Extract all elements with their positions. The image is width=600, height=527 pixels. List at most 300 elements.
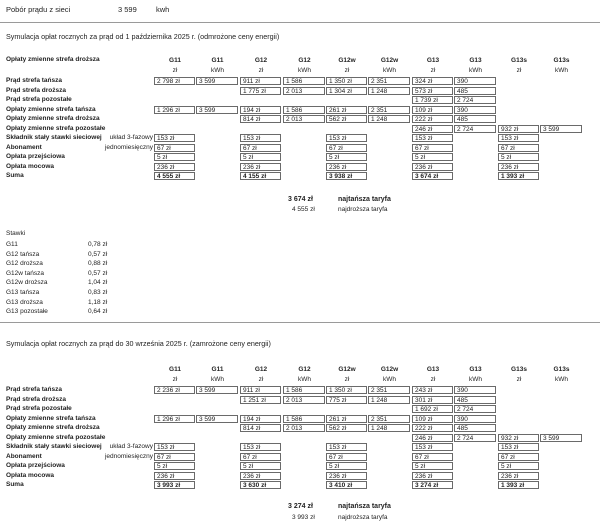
divider-middle bbox=[0, 322, 600, 323]
section1-cell: 3 599 bbox=[196, 106, 238, 114]
section1-cell bbox=[368, 153, 412, 161]
section1-row-7 bbox=[0, 144, 600, 152]
section1-cell bbox=[540, 115, 584, 123]
section2-cell: 243 zł bbox=[412, 386, 453, 394]
section2-cell bbox=[540, 472, 584, 480]
top-usage-value: 3 599 bbox=[118, 5, 137, 14]
section2-cell bbox=[283, 453, 327, 461]
section1-col-header-1: G11 bbox=[211, 57, 224, 64]
section1-cell: 246 zł bbox=[412, 125, 453, 133]
section2-col-unit-5: kWh bbox=[383, 375, 396, 383]
section1-col-unit-3: kWh bbox=[298, 66, 311, 74]
section2-cell bbox=[283, 481, 327, 489]
section1-cell: 109 zł bbox=[412, 106, 453, 114]
section2-row-label: Składnik stały stawki sieciowej bbox=[6, 443, 102, 450]
section2-row-label: Opłaty zmienne strefa tańsza bbox=[6, 414, 96, 422]
section2-cell: 153 zł bbox=[412, 443, 453, 451]
section1-col-header-8: G13s bbox=[511, 57, 527, 64]
section2-row-label: Prąd strefa pozostałe bbox=[6, 405, 72, 412]
section2-row-label: Abonament bbox=[6, 452, 42, 460]
section2-cell: 1 251 zł bbox=[240, 396, 281, 404]
section1-cell: 153 zł bbox=[498, 134, 539, 142]
section2-cell: 3 410 zł bbox=[326, 481, 367, 489]
section1-row-label: Opłaty zmienne strefa pozostałe bbox=[6, 124, 106, 132]
section1-cell bbox=[368, 125, 412, 133]
section2-cell bbox=[498, 415, 541, 423]
section2-row-sublabel: jednomiesięczny bbox=[104, 452, 153, 460]
section1-cell: 2 724 bbox=[454, 96, 496, 104]
section2-cell: 5 zł bbox=[412, 462, 453, 470]
section1-cell bbox=[540, 96, 584, 104]
section2-cell: 485 bbox=[454, 396, 496, 404]
section2-row-4 bbox=[0, 424, 600, 432]
section1-col-header-2: G12 bbox=[254, 57, 268, 64]
section1-cell: 194 zł bbox=[240, 106, 281, 114]
section1-expensive-label: najdroższa taryfa bbox=[338, 206, 388, 213]
section1-cell: 3 599 bbox=[540, 125, 582, 133]
section2-cell: 153 zł bbox=[498, 443, 539, 451]
section2-cell bbox=[454, 453, 498, 461]
section1-cell bbox=[498, 96, 541, 104]
section2-row-label: Prąd strefa tańsza bbox=[6, 386, 62, 393]
section1-cell bbox=[368, 172, 412, 180]
section1-cell bbox=[283, 153, 327, 161]
section2-cell: 5 zł bbox=[240, 462, 281, 470]
section1-cell bbox=[540, 77, 584, 85]
section2-row-label: Suma bbox=[6, 481, 24, 488]
section2-unit-row bbox=[0, 376, 600, 384]
section2-row-3 bbox=[0, 415, 600, 423]
section2-row-10 bbox=[0, 481, 600, 489]
section2-expensive-value: 3 993 zł bbox=[292, 514, 315, 521]
section1-cell bbox=[368, 163, 412, 171]
section1-cell bbox=[154, 125, 197, 133]
section1-cell: 5 zł bbox=[154, 153, 195, 161]
section1-cell: 5 zł bbox=[240, 153, 281, 161]
section1-row-label: Prąd strefa pozostałe bbox=[6, 96, 72, 103]
section2-row-label: Opłata przejściowa bbox=[6, 462, 65, 469]
section2-cell: 3 599 bbox=[196, 415, 238, 423]
section1-cell: 153 zł bbox=[326, 134, 367, 142]
section1-cell bbox=[240, 96, 283, 104]
section2-cell: 2 724 bbox=[454, 405, 496, 413]
section1-col-unit-2: zł bbox=[258, 66, 264, 74]
section1-cell: 2 013 bbox=[283, 87, 325, 95]
section2-cell: 1 350 zł bbox=[326, 386, 367, 394]
section2-cell: 485 bbox=[454, 424, 496, 432]
section2-cell: 1 248 bbox=[368, 424, 410, 432]
section2-cell bbox=[368, 453, 412, 461]
section2-col-unit-9: kWh bbox=[555, 375, 568, 383]
section1-cell: 324 zł bbox=[412, 77, 453, 85]
section1-row-label: Opłata mocowa bbox=[6, 162, 55, 170]
section2-cell: 1 692 zł bbox=[412, 405, 453, 413]
section2-col-unit-3: kWh bbox=[298, 375, 311, 383]
section2-cell: 1 296 zł bbox=[154, 415, 195, 423]
rate-value: 0,88 zł bbox=[88, 260, 108, 268]
section2-row-1 bbox=[0, 396, 600, 404]
section1-col-unit-0: zł bbox=[172, 66, 178, 74]
section1-cell bbox=[326, 96, 369, 104]
section2-cell: 5 zł bbox=[498, 462, 539, 470]
section2-cell bbox=[196, 481, 240, 489]
section1-cell bbox=[154, 87, 197, 95]
section1-row-6 bbox=[0, 134, 600, 142]
section1-cell bbox=[454, 134, 498, 142]
section1-cell bbox=[454, 172, 498, 180]
section2-cell: 67 zł bbox=[412, 453, 453, 461]
section2-col-header-7: G13 bbox=[469, 366, 482, 373]
section1-row-9 bbox=[0, 163, 600, 171]
section1-cell: 153 zł bbox=[154, 134, 195, 142]
section2-cell bbox=[368, 481, 412, 489]
section2-col-unit-1: kWh bbox=[211, 375, 224, 383]
section1-cell: 67 zł bbox=[412, 144, 453, 152]
section2-col-header-4: G12w bbox=[338, 366, 356, 373]
section1-row-label: Opłaty zmienne strefa tańsza bbox=[6, 105, 96, 113]
section1-col-header-0: G11 bbox=[169, 57, 181, 64]
section2-cell: 1 393 zł bbox=[498, 481, 539, 489]
section2-cell: 67 zł bbox=[154, 453, 195, 461]
section2-cell bbox=[283, 443, 327, 451]
section1-cell bbox=[368, 134, 412, 142]
rate-value: 1,04 zł bbox=[88, 279, 108, 287]
section1-cell: 485 bbox=[454, 87, 496, 95]
section1-cell: 153 zł bbox=[240, 134, 281, 142]
section2-header-row bbox=[0, 366, 600, 374]
section2-cell: 562 zł bbox=[326, 424, 367, 432]
section1-cell: 2 351 bbox=[368, 77, 410, 85]
section1-cell: 1 393 zł bbox=[498, 172, 539, 180]
section2-cell: 67 zł bbox=[498, 453, 539, 461]
section1-cheapest-value: 3 674 zł bbox=[288, 196, 313, 203]
section2-cell: 2 724 bbox=[454, 434, 496, 442]
section1-cell bbox=[540, 106, 584, 114]
section2-cell: 2 013 bbox=[283, 396, 325, 404]
section2-row-label: Prąd strefa droższa bbox=[6, 395, 66, 403]
section1-cell: 222 zł bbox=[412, 115, 453, 123]
section1-cell bbox=[454, 153, 498, 161]
section1-cell: 1 586 bbox=[283, 77, 325, 85]
section1-unit-row bbox=[0, 67, 600, 75]
section2-title: Symulacja opłat rocznych za prąd do 30 września 2025 r. (zamrożone ceny energii) bbox=[6, 339, 271, 348]
section1-cell: 911 zł bbox=[240, 77, 281, 85]
section1-cell: 236 zł bbox=[154, 163, 195, 171]
section1-row-sublabel: układ 3-fazowy bbox=[109, 134, 153, 141]
section1-cell: 5 zł bbox=[412, 153, 453, 161]
section2-cell: 390 bbox=[454, 386, 496, 394]
section2-col-header-8: G13s bbox=[511, 366, 527, 373]
section2-cell bbox=[326, 434, 369, 442]
section1-cell bbox=[283, 163, 327, 171]
section1-cell: 2 798 zł bbox=[154, 77, 195, 85]
section2-cell: 153 zł bbox=[240, 443, 281, 451]
section2-cell bbox=[196, 453, 240, 461]
section1-cell: 4 555 zł bbox=[154, 172, 195, 180]
section1-cell: 5 zł bbox=[326, 153, 367, 161]
section1-cell: 1 296 zł bbox=[154, 106, 195, 114]
section2-cell: 301 zł bbox=[412, 396, 453, 404]
section1-cell bbox=[454, 163, 498, 171]
section1-cell: 3 938 zł bbox=[326, 172, 367, 180]
section1-col-unit-4: zł bbox=[344, 66, 350, 74]
section1-cell bbox=[326, 125, 369, 133]
section2-col-header-6: G13 bbox=[426, 366, 440, 373]
section2-cell bbox=[154, 424, 197, 432]
section2-cell bbox=[196, 424, 240, 432]
section2-cell: 67 zł bbox=[240, 453, 281, 461]
section1-cell: 236 zł bbox=[412, 163, 453, 171]
rates-title: Stawki bbox=[6, 230, 26, 237]
section1-row-0 bbox=[0, 77, 600, 85]
section2-cell bbox=[540, 462, 584, 470]
section1-row-label: Abonament bbox=[6, 143, 42, 151]
section2-cell bbox=[154, 434, 197, 442]
section2-cell: 3 599 bbox=[540, 434, 582, 442]
section2-cell: 1 586 bbox=[283, 415, 325, 423]
section1-row-label: Składnik stały stawki sieciowej bbox=[6, 134, 102, 141]
section2-cell bbox=[540, 481, 584, 489]
section1-cell bbox=[283, 144, 327, 152]
section1-cell: 1 350 zł bbox=[326, 77, 367, 85]
section1-col-header-9: G13s bbox=[553, 57, 570, 64]
section1-cell bbox=[498, 77, 541, 85]
section2-row-label: Opłaty zmienne strefa pozostałe bbox=[6, 433, 106, 441]
section2-cell bbox=[540, 396, 584, 404]
rate-label: G12w droższa bbox=[6, 279, 48, 287]
section1-cell bbox=[498, 106, 541, 114]
section2-col-header-2: G12 bbox=[254, 366, 268, 373]
section2-row-6 bbox=[0, 443, 600, 451]
section2-col-header-9: G13s bbox=[553, 366, 570, 373]
section1-cell bbox=[498, 115, 541, 123]
section1-row-3 bbox=[0, 106, 600, 114]
section2-cell: 390 bbox=[454, 415, 496, 423]
section2-row-5 bbox=[0, 434, 600, 442]
section1-row-2 bbox=[0, 96, 600, 104]
section1-cell: 2 013 bbox=[283, 115, 325, 123]
section1-cell: 2 724 bbox=[454, 125, 496, 133]
section2-cell bbox=[196, 443, 240, 451]
rate-label: G12 tańsza bbox=[6, 250, 40, 258]
section1-cell bbox=[196, 125, 240, 133]
section1-cell bbox=[283, 96, 327, 104]
section1-cell bbox=[240, 125, 283, 133]
section1-col-header-5: G12w bbox=[380, 57, 399, 64]
section2-row-9 bbox=[0, 472, 600, 480]
section1-col-header-3: G12 bbox=[298, 57, 311, 64]
section2-row-2 bbox=[0, 405, 600, 413]
section2-cell bbox=[540, 386, 584, 394]
section2-cell bbox=[368, 443, 412, 451]
section1-cell: 4 155 zł bbox=[240, 172, 281, 180]
section2-cell bbox=[326, 405, 369, 413]
rate-value: 0,57 zł bbox=[88, 250, 108, 258]
section2-cell bbox=[454, 462, 498, 470]
section1-cell: 5 zł bbox=[498, 153, 539, 161]
section2-cheapest-label: najtańsza taryfa bbox=[338, 503, 391, 510]
section1-col-header-6: G13 bbox=[426, 57, 440, 64]
section2-cell bbox=[454, 481, 498, 489]
section1-col-unit-8: zł bbox=[516, 66, 522, 74]
section2-cell bbox=[498, 386, 541, 394]
section1-row-label: Prąd strefa droższa bbox=[6, 86, 66, 94]
section1-cell: 1 304 zł bbox=[326, 87, 367, 95]
rate-label: G13 pozostałe bbox=[6, 308, 48, 316]
section1-cell bbox=[454, 144, 498, 152]
section2-col-unit-2: zł bbox=[258, 375, 264, 383]
section1-row-label: Prąd strefa tańsza bbox=[6, 77, 62, 84]
rate-value: 0,83 zł bbox=[88, 289, 108, 296]
section1-cell bbox=[498, 87, 541, 95]
section1-cell bbox=[196, 134, 240, 142]
section2-cell bbox=[540, 443, 584, 451]
section2-cell: 236 zł bbox=[326, 472, 367, 480]
section1-row-label: Opłaty zmienne strefa droższa bbox=[6, 115, 100, 122]
section1-cell bbox=[196, 163, 240, 171]
section2-cell bbox=[240, 405, 283, 413]
section2-cell bbox=[368, 462, 412, 470]
section2-cell: 236 zł bbox=[412, 472, 453, 480]
section1-cell: 67 zł bbox=[498, 144, 539, 152]
rate-value: 0,57 zł bbox=[88, 269, 108, 277]
section2-cell bbox=[540, 424, 584, 432]
rate-label: G13 tańsza bbox=[6, 289, 40, 296]
section1-cell: 236 zł bbox=[326, 163, 367, 171]
section2-cell: 2 013 bbox=[283, 424, 325, 432]
section1-cell bbox=[540, 153, 584, 161]
section1-cell bbox=[283, 134, 327, 142]
section2-row-8 bbox=[0, 462, 600, 470]
section2-cell: 3 993 zł bbox=[154, 481, 195, 489]
section2-cell: 3 630 zł bbox=[240, 481, 281, 489]
section2-cell bbox=[196, 462, 240, 470]
section1-cheapest-label: najtańsza taryfa bbox=[338, 196, 391, 203]
section2-cell: 911 zł bbox=[240, 386, 281, 394]
section1-cell: 1 586 bbox=[283, 106, 325, 114]
section1-cell: 236 zł bbox=[240, 163, 281, 171]
section1-cell bbox=[196, 144, 240, 152]
section2-cell bbox=[283, 472, 327, 480]
section1-col-unit-5: kWh bbox=[383, 66, 396, 74]
section2-cell bbox=[196, 472, 240, 480]
section2-row-sublabel: układ 3-fazowy bbox=[109, 443, 153, 450]
section1-cell: 485 bbox=[454, 115, 496, 123]
section2-cell: 3 274 zł bbox=[412, 481, 453, 489]
section2-col-unit-0: zł bbox=[172, 375, 178, 383]
section1-expensive-value: 4 555 zł bbox=[292, 206, 315, 213]
section1-cell bbox=[196, 153, 240, 161]
section2-cell bbox=[498, 424, 541, 432]
section2-cell bbox=[498, 405, 541, 413]
section1-cell bbox=[540, 134, 584, 142]
section1-title: Symulacja opłat rocznych za prąd od 1 października 2025 r. (odmrożone ceny energii) bbox=[6, 32, 280, 41]
divider-top bbox=[0, 22, 600, 23]
section1-cell: 3 674 zł bbox=[412, 172, 453, 180]
section2-cell: 236 zł bbox=[154, 472, 195, 480]
section1-cell: 1 248 bbox=[368, 115, 410, 123]
section1-cell bbox=[540, 172, 584, 180]
section1-row-1 bbox=[0, 87, 600, 95]
section2-cell: 2 351 bbox=[368, 386, 410, 394]
section2-expensive-label: najdroższa taryfa bbox=[338, 514, 388, 521]
section1-cell bbox=[368, 144, 412, 152]
section1-cell: 67 zł bbox=[326, 144, 367, 152]
top-usage-unit: kwh bbox=[156, 5, 170, 14]
section1-first-label: Opłaty zmienne strefa droższa bbox=[6, 56, 100, 63]
section1-row-8 bbox=[0, 153, 600, 161]
section2-cell: 1 248 bbox=[368, 396, 410, 404]
section1-col-unit-1: kWh bbox=[211, 66, 224, 74]
section1-cell bbox=[196, 172, 240, 180]
section2-cell bbox=[196, 405, 240, 413]
section2-cell: 194 zł bbox=[240, 415, 281, 423]
section2-cell: 814 zł bbox=[240, 424, 281, 432]
section1-row-label: Opłata przejściowa bbox=[6, 153, 65, 160]
section1-cell: 1 775 zł bbox=[240, 87, 281, 95]
top-usage-label: Pobór prądu z sieci bbox=[6, 5, 71, 14]
section1-row-5 bbox=[0, 125, 600, 133]
section2-row-0 bbox=[0, 386, 600, 394]
section2-cell: 222 zł bbox=[412, 424, 453, 432]
section2-cell: 236 zł bbox=[240, 472, 281, 480]
section2-cell bbox=[540, 415, 584, 423]
section1-cell: 3 599 bbox=[196, 77, 238, 85]
section1-col-unit-7: kWh bbox=[469, 66, 482, 74]
section1-cell bbox=[540, 144, 584, 152]
section2-cell bbox=[540, 453, 584, 461]
section2-row-7 bbox=[0, 453, 600, 461]
section2-cell: 5 zł bbox=[154, 462, 195, 470]
section2-cell: 109 zł bbox=[412, 415, 453, 423]
section2-cell bbox=[368, 405, 412, 413]
section2-cell: 153 zł bbox=[326, 443, 367, 451]
section2-cell: 153 zł bbox=[154, 443, 195, 451]
rate-value: 0,64 zł bbox=[88, 308, 108, 316]
section2-cell: 932 zł bbox=[498, 434, 539, 442]
section2-cell bbox=[283, 434, 327, 442]
rate-value: 0,78 zł bbox=[88, 241, 108, 248]
section2-cell bbox=[196, 434, 240, 442]
section2-col-header-5: G12w bbox=[380, 366, 399, 373]
section2-cell bbox=[368, 472, 412, 480]
section2-cell bbox=[498, 396, 541, 404]
section1-cell: 932 zł bbox=[498, 125, 539, 133]
section2-cell: 3 599 bbox=[196, 386, 238, 394]
section2-cell: 236 zł bbox=[498, 472, 539, 480]
section2-cell bbox=[283, 462, 327, 470]
section1-cell: 153 zł bbox=[412, 134, 453, 142]
section2-col-unit-7: kWh bbox=[469, 375, 482, 383]
section1-cell bbox=[196, 96, 240, 104]
section1-col-header-7: G13 bbox=[469, 57, 482, 64]
rate-label: G11 bbox=[6, 241, 18, 248]
section1-cell bbox=[154, 96, 197, 104]
section2-row-label: Opłaty zmienne strefa droższa bbox=[6, 424, 100, 431]
section1-cell: 2 351 bbox=[368, 106, 410, 114]
section1-cell bbox=[154, 115, 197, 123]
section2-cell bbox=[154, 405, 197, 413]
section1-cell: 1 248 bbox=[368, 87, 410, 95]
section1-col-header-4: G12w bbox=[338, 57, 356, 64]
section1-row-10 bbox=[0, 172, 600, 180]
section2-cell: 5 zł bbox=[326, 462, 367, 470]
rate-value: 1,18 zł bbox=[88, 298, 108, 306]
section1-cell: 236 zł bbox=[498, 163, 539, 171]
section2-cell bbox=[454, 443, 498, 451]
section1-row-label: Suma bbox=[6, 172, 24, 179]
section2-cell: 775 zł bbox=[326, 396, 367, 404]
